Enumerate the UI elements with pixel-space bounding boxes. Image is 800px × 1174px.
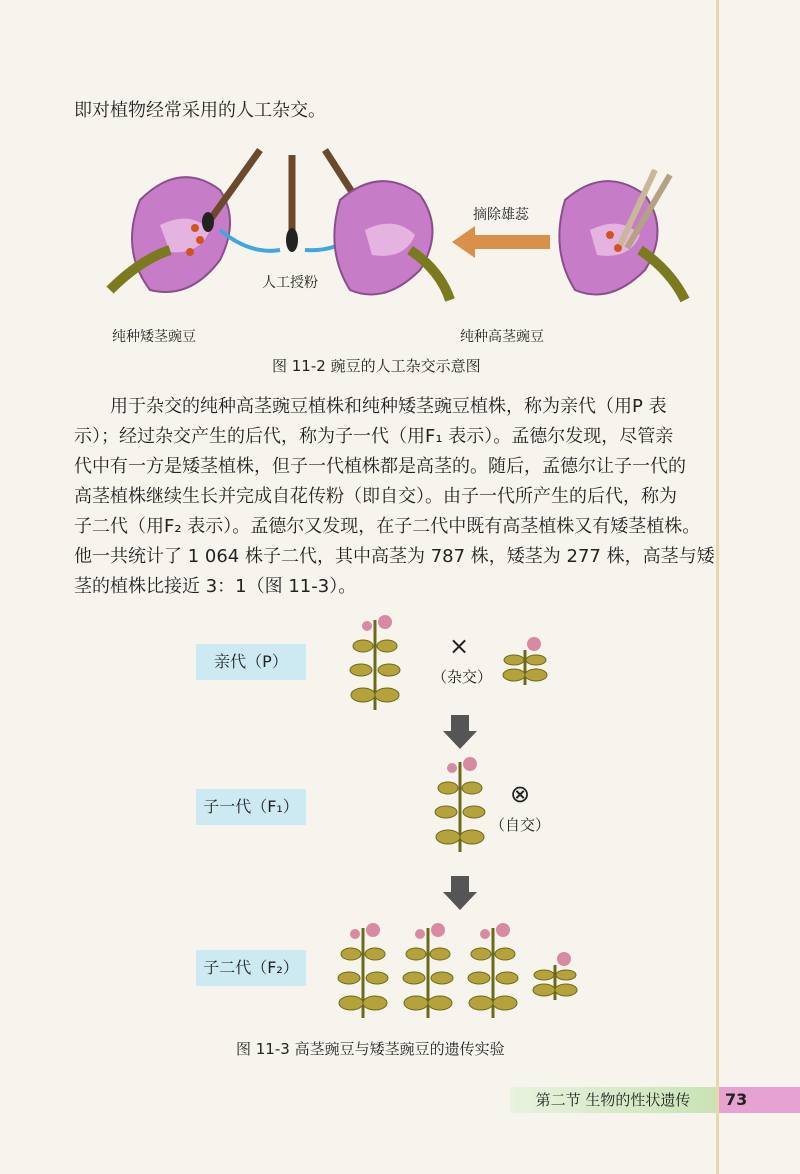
tall-pea-plant [350, 615, 400, 710]
label-pure-tall-pea: 纯种高茎豌豆 [460, 329, 544, 345]
section-footer: 第二节 生物的性状遗传 [510, 1087, 716, 1113]
tall-pea-plant [435, 757, 485, 852]
down-arrow-icon [443, 715, 477, 749]
paragraph-line: 茎的植株比接近 3：1（图 11-3）。 [74, 576, 357, 597]
paragraph-line: 代中有一方是矮茎植株，但子一代植株都是高茎的。随后，孟德尔让子一代的 [74, 456, 686, 477]
generation-label-f2: 子二代（F₂） [196, 950, 306, 986]
dwarf-pea-plant [503, 637, 547, 685]
tall-pea-plant [403, 923, 453, 1018]
self-cross-icon: ⊗ [510, 780, 531, 808]
label-pure-dwarf-pea: 纯种矮茎豌豆 [112, 329, 196, 345]
generation-label-f1: 子一代（F₁） [196, 789, 306, 825]
lead-sentence: 即对植物经常采用的人工杂交。 [74, 100, 326, 121]
label-remove-stamens: 摘除雄蕊 [473, 207, 529, 223]
cross-icon: × [449, 632, 470, 660]
paragraph-line: 用于杂交的纯种高茎豌豆植株和纯种矮茎豌豆植株，称为亲代（用P 表 [110, 396, 667, 417]
tall-pea-plant [338, 923, 388, 1018]
figure-11-2-caption: 图 11-2 豌豆的人工杂交示意图 [272, 357, 481, 375]
label-artificial-pollination: 人工授粉 [262, 275, 318, 291]
paragraph-line: 子二代（用F₂ 表示）。孟德尔又发现，在子二代中既有高茎植株又有矮茎植株。 [74, 516, 701, 537]
page-number: 73 [719, 1087, 800, 1113]
paragraph-line: 示）；经过杂交产生的后代，称为子一代（用F₁ 表示）。孟德尔发现，尽管亲 [74, 426, 674, 447]
cross-label: （杂交） [432, 668, 493, 686]
paragraph-line: 高茎植株继续生长并完成自花传粉（即自交）。由子一代所产生的后代，称为 [74, 486, 677, 507]
self-cross-label: （自交） [490, 816, 551, 834]
paragraph-line: 他一共统计了 1 064 株子二代，其中高茎为 787 株，矮茎为 277 株，高茎与矮 [74, 546, 715, 567]
generation-label-parent: 亲代（P） [196, 644, 306, 680]
tall-pea-plant [468, 923, 518, 1018]
down-arrow-icon [443, 876, 477, 910]
figure-11-3-caption: 图 11-3 高茎豌豆与矮茎豌豆的遗传实验 [236, 1040, 505, 1058]
dwarf-pea-plant [533, 952, 577, 1000]
